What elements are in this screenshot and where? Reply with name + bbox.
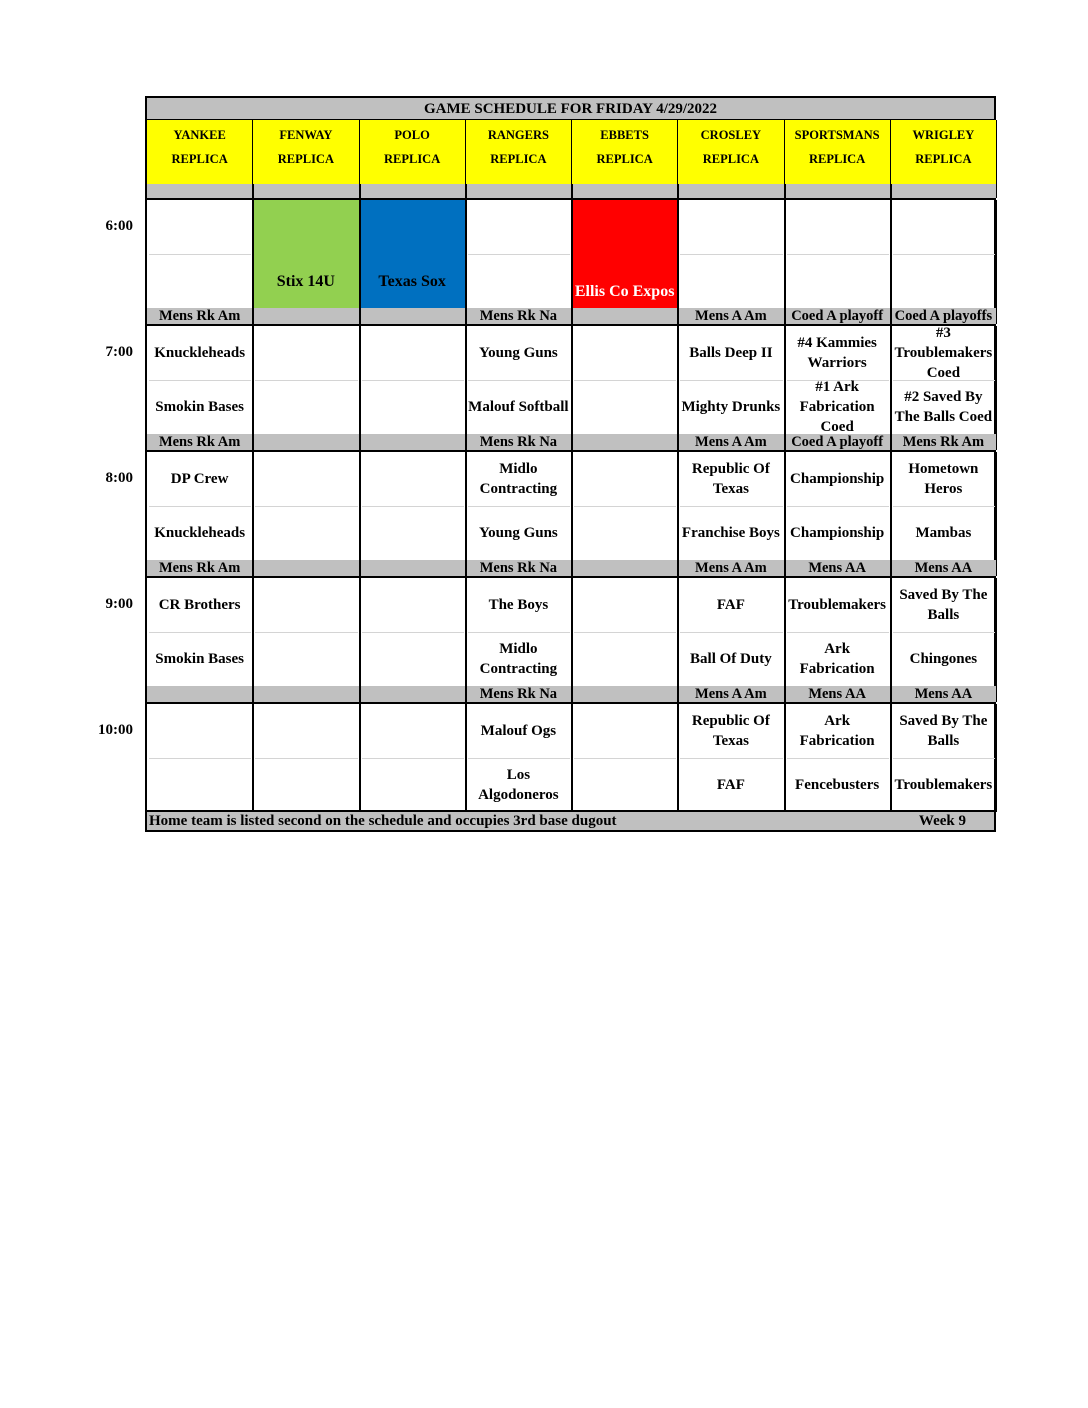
field-type: REPLICA: [915, 152, 972, 166]
field-type: REPLICA: [808, 152, 866, 166]
away-team[interactable]: #3 Troublemakers Coed: [891, 326, 997, 380]
home-team[interactable]: Smokin Bases: [147, 632, 253, 686]
home-team[interactable]: [678, 254, 784, 308]
header-band-1: [253, 184, 359, 198]
division-label: Coed A playoffs: [891, 308, 997, 324]
division-label: [572, 308, 678, 324]
field-type: REPLICA: [702, 152, 759, 166]
division-label: Mens Rk Na: [466, 308, 572, 324]
home-team[interactable]: [360, 380, 466, 434]
home-team[interactable]: Malouf Softball: [466, 380, 572, 434]
home-team[interactable]: Mambas: [891, 506, 997, 560]
away-team[interactable]: Knuckleheads: [147, 326, 253, 380]
schedule-title: GAME SCHEDULE FOR FRIDAY 4/29/2022: [147, 98, 994, 120]
home-team[interactable]: Ball Of Duty: [678, 632, 784, 686]
away-team[interactable]: [360, 326, 466, 380]
schedule-footer: [147, 810, 994, 830]
column-border: [571, 184, 573, 810]
away-team[interactable]: The Boys: [466, 578, 572, 632]
away-team[interactable]: [572, 578, 678, 632]
footer-note: Home team is listed second on the schedule and occupies 3rd base dugout: [149, 813, 617, 829]
column-header-0: [147, 120, 253, 184]
division-label: [360, 686, 466, 702]
away-team[interactable]: [572, 704, 678, 758]
division-label: [572, 560, 678, 576]
home-team[interactable]: [147, 254, 253, 308]
home-team[interactable]: Young Guns: [466, 506, 572, 560]
home-team[interactable]: [253, 506, 359, 560]
field-type: REPLICA: [277, 152, 334, 166]
home-team[interactable]: Franchise Boys: [678, 506, 784, 560]
field-name: FENWAY: [279, 128, 333, 142]
home-team[interactable]: Championship: [785, 506, 891, 560]
away-team[interactable]: [253, 704, 359, 758]
home-team[interactable]: [253, 380, 359, 434]
away-team[interactable]: [891, 200, 997, 254]
away-team[interactable]: [572, 326, 678, 380]
field-type: REPLICA: [171, 152, 228, 166]
away-team[interactable]: [147, 200, 253, 254]
column-border: [677, 184, 679, 810]
division-label: Coed A playoff: [785, 308, 891, 324]
away-team[interactable]: FAF: [678, 578, 784, 632]
away-team[interactable]: Troublemakers: [785, 578, 891, 632]
division-label: Mens Rk Am: [147, 308, 253, 324]
away-team[interactable]: Championship: [785, 452, 891, 506]
column-border: [252, 184, 254, 810]
away-team[interactable]: Republic Of Texas: [678, 704, 784, 758]
division-label: Mens A Am: [678, 686, 784, 702]
away-team[interactable]: [360, 452, 466, 506]
header-band-3: [466, 184, 572, 198]
division-label: [253, 434, 359, 450]
division-label: Mens AA: [785, 560, 891, 576]
home-team[interactable]: [253, 632, 359, 686]
away-team[interactable]: DP Crew: [147, 452, 253, 506]
home-team[interactable]: Ark Fabrication: [785, 632, 891, 686]
away-team[interactable]: CR Brothers: [147, 578, 253, 632]
division-label: Mens A Am: [678, 560, 784, 576]
division-label: [572, 686, 678, 702]
division-label: [253, 686, 359, 702]
home-team[interactable]: [572, 506, 678, 560]
time-label: 7:00: [105, 344, 133, 360]
away-team[interactable]: [253, 326, 359, 380]
home-team[interactable]: [253, 758, 359, 812]
division-label: Mens AA: [785, 686, 891, 702]
header-band-7: [891, 184, 997, 198]
home-team[interactable]: Mighty Drunks: [678, 380, 784, 434]
column-border: [890, 184, 892, 810]
away-team[interactable]: [678, 200, 784, 254]
home-team[interactable]: FAF: [678, 758, 784, 812]
division-label: Mens A Am: [678, 308, 784, 324]
away-team[interactable]: Republic Of Texas: [678, 452, 784, 506]
division-label: Mens A Am: [678, 434, 784, 450]
field-name: EBBETS: [600, 128, 649, 142]
schedule-table: [145, 96, 996, 832]
header-band-4: [572, 184, 678, 198]
game-cell-merged[interactable]: Texas Sox: [360, 200, 466, 308]
column-header-6: [785, 120, 891, 184]
column-header-4: [572, 120, 678, 184]
away-team[interactable]: [253, 452, 359, 506]
home-team[interactable]: [147, 758, 253, 812]
time-label: 9:00: [105, 596, 133, 612]
division-label: Mens Rk Am: [147, 560, 253, 576]
away-team[interactable]: Young Guns: [466, 326, 572, 380]
field-name: WRIGLEY: [912, 128, 975, 142]
time-label: 6:00: [105, 218, 133, 234]
home-team[interactable]: Knuckleheads: [147, 506, 253, 560]
home-team[interactable]: [360, 506, 466, 560]
column-header-7: [891, 120, 997, 184]
column-border: [359, 184, 361, 810]
away-team[interactable]: [785, 200, 891, 254]
column-border: [784, 184, 786, 810]
column-header-1: [253, 120, 359, 184]
home-team[interactable]: Midlo Contracting: [466, 632, 572, 686]
away-team[interactable]: [572, 452, 678, 506]
field-name: YANKEE: [173, 128, 226, 142]
game-cell-merged[interactable]: Stix 14U: [253, 200, 359, 308]
home-team[interactable]: Smokin Bases: [147, 380, 253, 434]
division-label: [572, 434, 678, 450]
field-type: REPLICA: [596, 152, 653, 166]
header-band-2: [360, 184, 466, 198]
division-label: Coed A playoff: [785, 434, 891, 450]
home-team[interactable]: [572, 758, 678, 812]
column-header-5: [678, 120, 784, 184]
away-team[interactable]: Saved By The Balls: [891, 704, 997, 758]
field-name: CROSLEY: [700, 128, 762, 142]
away-team[interactable]: [360, 704, 466, 758]
division-label: [360, 434, 466, 450]
field-name: RANGERS: [487, 128, 549, 142]
home-team[interactable]: [572, 632, 678, 686]
away-team[interactable]: [466, 200, 572, 254]
field-type: REPLICA: [383, 152, 441, 166]
away-team[interactable]: Malouf Ogs: [466, 704, 572, 758]
division-label: Mens AA: [891, 560, 997, 576]
home-team[interactable]: Chingones: [891, 632, 997, 686]
home-team[interactable]: Los Algodoneros: [466, 758, 572, 812]
home-team[interactable]: Troublemakers: [891, 758, 997, 812]
division-label: [253, 560, 359, 576]
header-band-6: [785, 184, 891, 198]
home-team[interactable]: [466, 254, 572, 308]
division-label: Mens Rk Na: [466, 560, 572, 576]
header-band-5: [678, 184, 784, 198]
division-label: [147, 686, 253, 702]
away-team[interactable]: Midlo Contracting: [466, 452, 572, 506]
column-header-3: [466, 120, 572, 184]
field-name: SPORTSMANS: [794, 128, 880, 142]
away-team[interactable]: Balls Deep II: [678, 326, 784, 380]
division-label: Mens Rk Na: [466, 434, 572, 450]
column-header-2: [360, 120, 466, 184]
away-team[interactable]: Saved By The Balls: [891, 578, 997, 632]
time-label: 8:00: [105, 470, 133, 486]
away-team[interactable]: [253, 578, 359, 632]
away-team[interactable]: [360, 578, 466, 632]
week-label: Week 9: [918, 813, 966, 829]
division-label: [360, 560, 466, 576]
column-border: [465, 184, 467, 810]
away-team[interactable]: Ark Fabrication: [785, 704, 891, 758]
home-team[interactable]: [572, 380, 678, 434]
away-team[interactable]: [147, 704, 253, 758]
home-team[interactable]: #1 Ark Fabrication Coed: [785, 380, 891, 434]
home-team[interactable]: #2 Saved By The Balls Coed: [891, 380, 997, 434]
division-label: Mens Rk Na: [466, 686, 572, 702]
division-label: Mens Rk Am: [147, 434, 253, 450]
away-team[interactable]: #4 Kammies Warriors: [785, 326, 891, 380]
division-label: [360, 308, 466, 324]
field-name: POLO: [394, 128, 430, 142]
home-team[interactable]: [891, 254, 997, 308]
game-cell-merged[interactable]: Ellis Co Expos: [572, 200, 678, 308]
division-label: Mens AA: [891, 686, 997, 702]
division-label: Mens Rk Am: [891, 434, 997, 450]
home-team[interactable]: [785, 254, 891, 308]
away-team[interactable]: Hometown Heros: [891, 452, 997, 506]
home-team[interactable]: [360, 632, 466, 686]
field-type: REPLICA: [490, 152, 547, 166]
header-band-0: [147, 184, 253, 198]
time-label: 10:00: [98, 722, 133, 738]
division-label: [253, 308, 359, 324]
home-team[interactable]: [360, 758, 466, 812]
home-team[interactable]: Fencebusters: [785, 758, 891, 812]
